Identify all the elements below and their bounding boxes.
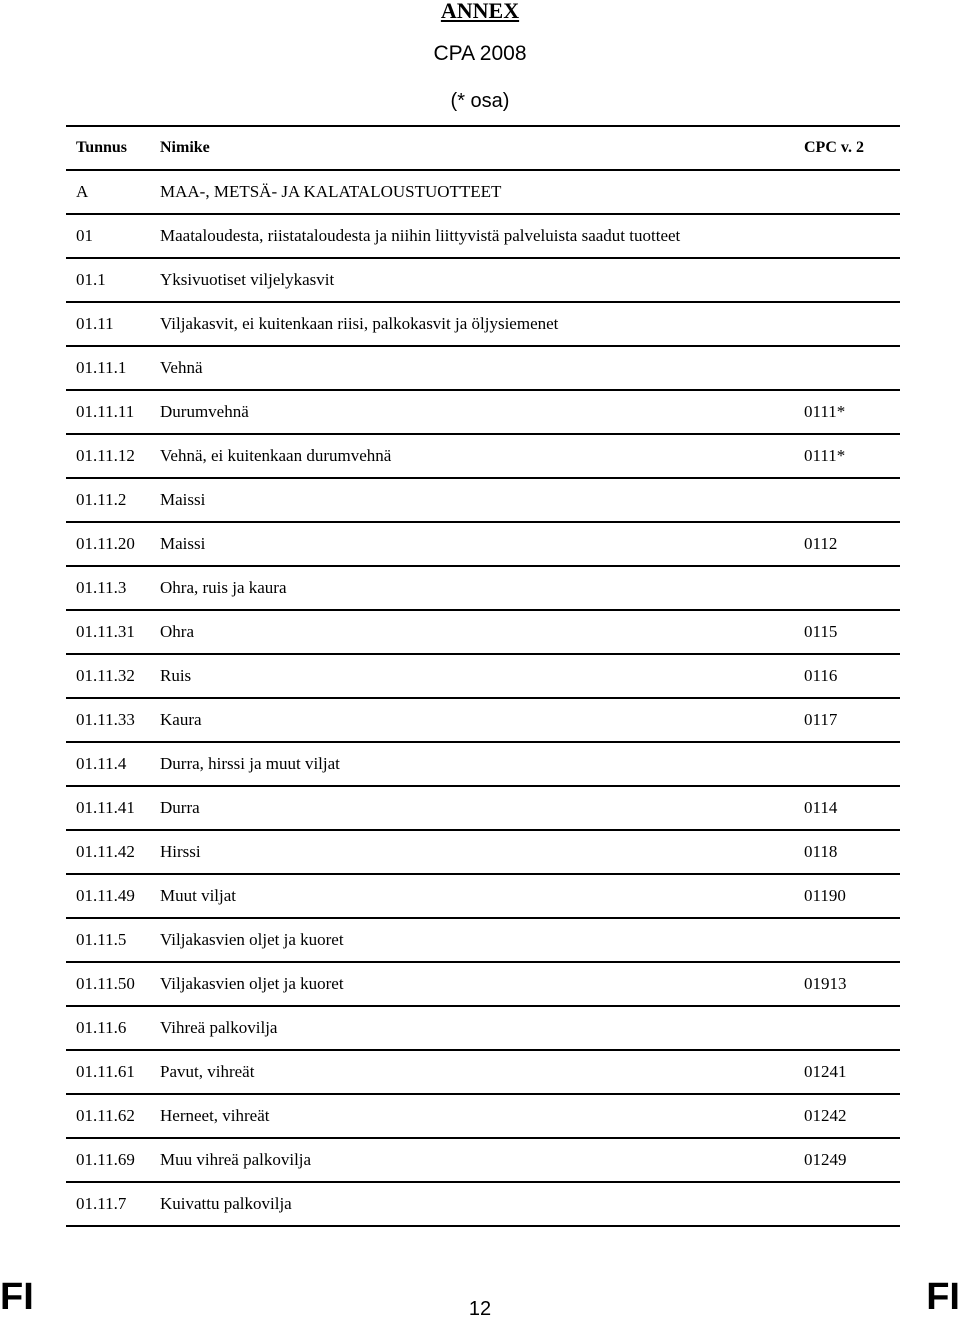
row-code: 01.1 xyxy=(66,258,150,302)
table-row xyxy=(66,478,900,522)
table-row xyxy=(66,522,900,566)
row-cpc xyxy=(794,258,900,302)
row-code: 01.11.33 xyxy=(66,698,150,742)
table-row xyxy=(66,786,900,830)
table-row xyxy=(66,742,900,786)
row-name: Viljakasvien oljet ja kuoret xyxy=(150,962,794,1006)
row-name: Viljakasvien oljet ja kuoret xyxy=(150,918,794,962)
row-cpc: 01242 xyxy=(794,1094,900,1138)
row-name: Pavut, vihreät xyxy=(150,1050,794,1094)
row-code: 01.11.42 xyxy=(66,830,150,874)
row-code: 01.11.69 xyxy=(66,1138,150,1182)
row-code: 01.11.62 xyxy=(66,1094,150,1138)
footer-language-left: FI xyxy=(0,1276,34,1318)
row-name: Ohra xyxy=(150,610,794,654)
table-row xyxy=(66,698,900,742)
table-row xyxy=(66,918,900,962)
page-number: 12 xyxy=(468,1298,492,1320)
column-header-code: Tunnus xyxy=(66,126,150,170)
row-name: Muu vihreä palkovilja xyxy=(150,1138,794,1182)
table-row xyxy=(66,962,900,1006)
row-name: Vehnä xyxy=(150,346,794,390)
row-code: 01.11.1 xyxy=(66,346,150,390)
table-row xyxy=(66,170,900,214)
row-name: Hirssi xyxy=(150,830,794,874)
row-name: Muut viljat xyxy=(150,874,794,918)
table-body xyxy=(66,170,900,1226)
row-cpc xyxy=(794,302,900,346)
row-code: 01.11.31 xyxy=(66,610,150,654)
row-name: Maissi xyxy=(150,522,794,566)
row-cpc: 0115 xyxy=(794,610,900,654)
row-name: Kaura xyxy=(150,698,794,742)
row-cpc: 0112 xyxy=(794,522,900,566)
row-code: 01.11.61 xyxy=(66,1050,150,1094)
row-cpc xyxy=(794,170,900,214)
annex-heading: ANNEX xyxy=(440,0,520,23)
row-name: MAA-, METSÄ- JA KALATALOUSTUOTTEET xyxy=(150,170,794,214)
row-code: 01.11.6 xyxy=(66,1006,150,1050)
row-code: 01.11.3 xyxy=(66,566,150,610)
table-row xyxy=(66,1094,900,1138)
part-note: (* osa) xyxy=(450,90,510,112)
row-cpc: 0114 xyxy=(794,786,900,830)
row-cpc: 01190 xyxy=(794,874,900,918)
row-code: 01.11.5 xyxy=(66,918,150,962)
row-code: 01.11.32 xyxy=(66,654,150,698)
row-cpc xyxy=(794,1006,900,1050)
row-code: 01 xyxy=(66,214,150,258)
table-row xyxy=(66,1006,900,1050)
row-name: Ruis xyxy=(150,654,794,698)
row-code: 01.11.11 xyxy=(66,390,150,434)
row-name: Vihreä palkovilja xyxy=(150,1006,794,1050)
row-code: 01.11.7 xyxy=(66,1182,150,1226)
row-code: 01.11.41 xyxy=(66,786,150,830)
row-cpc: 01913 xyxy=(794,962,900,1006)
row-cpc: 0118 xyxy=(794,830,900,874)
row-name: Viljakasvit, ei kuitenkaan riisi, palkokasvit ja öljysiemenet xyxy=(150,302,794,346)
row-name: Maataloudesta, riistataloudesta ja niihin liittyvistä palveluista saadut tuotteet xyxy=(150,214,794,258)
row-code: 01.11.50 xyxy=(66,962,150,1006)
row-name: Ohra, ruis ja kaura xyxy=(150,566,794,610)
table-row xyxy=(66,346,900,390)
row-cpc: 01241 xyxy=(794,1050,900,1094)
table-row xyxy=(66,434,900,478)
table-row xyxy=(66,214,900,258)
row-cpc xyxy=(794,742,900,786)
table-row xyxy=(66,1182,900,1226)
row-name: Vehnä, ei kuitenkaan durumvehnä xyxy=(150,434,794,478)
row-code: 01.11.20 xyxy=(66,522,150,566)
table-row xyxy=(66,610,900,654)
row-cpc xyxy=(794,346,900,390)
row-code: A xyxy=(66,170,150,214)
row-name: Kuivattu palkovilja xyxy=(150,1182,794,1226)
row-name: Yksivuotiset viljelykasvit xyxy=(150,258,794,302)
row-cpc xyxy=(794,1182,900,1226)
row-code: 01.11 xyxy=(66,302,150,346)
row-name: Durra xyxy=(150,786,794,830)
table-header-row xyxy=(66,126,900,170)
row-cpc xyxy=(794,478,900,522)
row-cpc: 0111* xyxy=(794,390,900,434)
table-row xyxy=(66,302,900,346)
column-header-name: Nimike xyxy=(150,126,794,170)
row-cpc: 0116 xyxy=(794,654,900,698)
row-cpc xyxy=(794,566,900,610)
row-name: Maissi xyxy=(150,478,794,522)
table-row xyxy=(66,1138,900,1182)
row-code: 01.11.12 xyxy=(66,434,150,478)
table-row xyxy=(66,390,900,434)
cpa-version-title: CPA 2008 xyxy=(433,42,527,65)
table-row xyxy=(66,874,900,918)
row-name: Durumvehnä xyxy=(150,390,794,434)
row-code: 01.11.49 xyxy=(66,874,150,918)
row-name: Durra, hirssi ja muut viljat xyxy=(150,742,794,786)
row-cpc xyxy=(794,918,900,962)
table-row xyxy=(66,258,900,302)
cpa-classification-table xyxy=(66,125,900,1227)
row-cpc xyxy=(794,214,900,258)
footer-language-right: FI xyxy=(926,1276,960,1318)
table-row xyxy=(66,1050,900,1094)
table-row xyxy=(66,830,900,874)
row-code: 01.11.2 xyxy=(66,478,150,522)
row-cpc: 0117 xyxy=(794,698,900,742)
table-row xyxy=(66,566,900,610)
row-cpc: 0111* xyxy=(794,434,900,478)
table-row xyxy=(66,654,900,698)
row-cpc: 01249 xyxy=(794,1138,900,1182)
column-header-cpc: CPC v. 2 xyxy=(794,126,900,170)
row-name: Herneet, vihreät xyxy=(150,1094,794,1138)
row-code: 01.11.4 xyxy=(66,742,150,786)
